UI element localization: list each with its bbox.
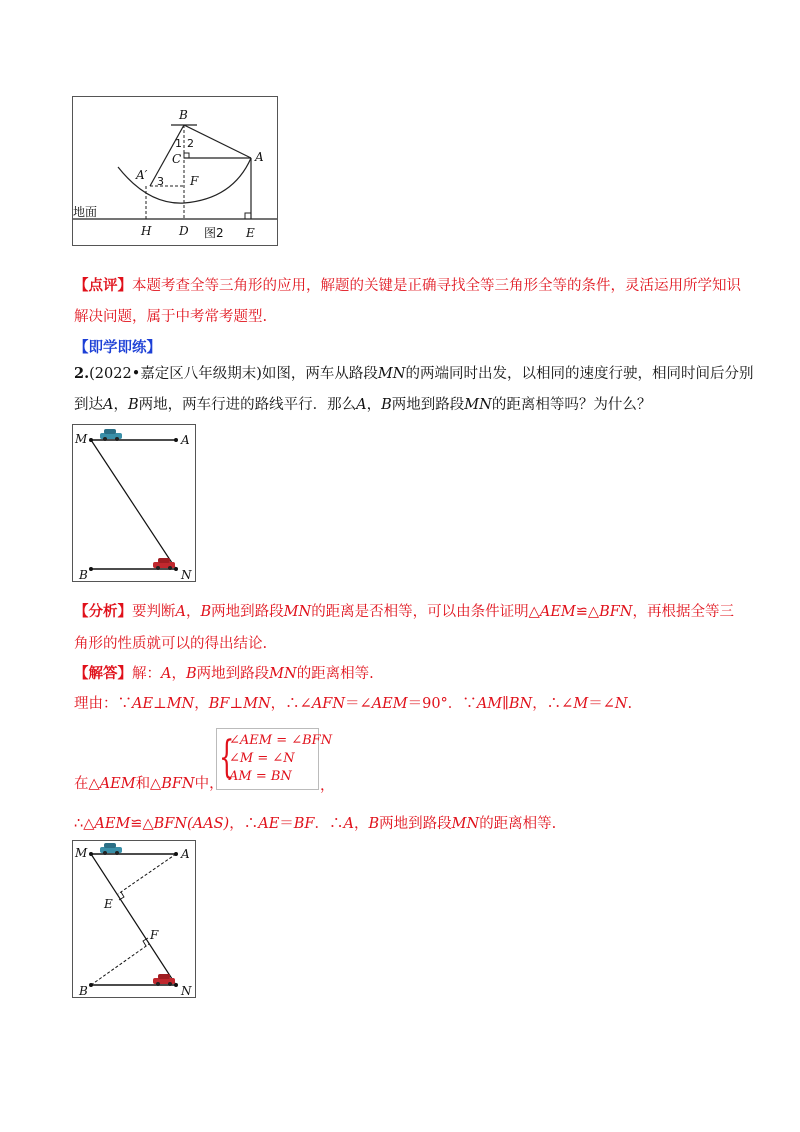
label-C: C xyxy=(172,152,182,166)
review-line-2: 解决问题，属于中考常考题型. xyxy=(74,309,268,325)
label-F: F xyxy=(150,928,159,942)
figure1-caption: 图2 xyxy=(204,226,224,240)
label-D: D xyxy=(179,224,189,238)
label-M: M xyxy=(75,432,88,446)
practice-heading: 【即学即练】 xyxy=(74,339,161,356)
label-M: M xyxy=(75,846,88,860)
equation-system-box xyxy=(216,728,333,790)
label-N: N xyxy=(181,568,192,581)
answer-reason-line: 理由：∵AE⊥MN，BF⊥MN，∴∠AFN＝∠AEM＝90°．∵AM∥BN，∴∠M＝∠N. xyxy=(74,696,633,712)
swing-diagram-svg xyxy=(73,97,277,245)
figure-swing-diagram xyxy=(72,96,278,246)
answer-in-triangles: 在△AEM和△BFN中， xyxy=(74,776,224,792)
label-A-prime: A′ xyxy=(136,168,148,182)
answer-line-1: 【解答】解：A，B两地到路段MN的距离相等. xyxy=(74,665,374,682)
cars-proof-diagram-svg xyxy=(73,841,195,997)
car-top-icon xyxy=(100,429,122,441)
label-F: F xyxy=(190,174,199,188)
ground-label: 地面 xyxy=(73,205,98,219)
car-bottom-icon xyxy=(153,558,175,570)
analysis-line-2: 角形的性质就可以的得出结论. xyxy=(74,636,268,652)
system-row-2: ∠M = ∠N xyxy=(229,751,295,766)
car-top-icon xyxy=(100,843,122,855)
problem-line-2: 到达A，B两地，两车行进的路线平行．那么A，B两地到路段MN的距离相等吗？为什么？ xyxy=(74,397,652,413)
system-brace: { xyxy=(219,732,235,783)
label-N: N xyxy=(181,984,192,997)
system-trailing-comma: ， xyxy=(320,778,335,794)
label-E: E xyxy=(246,226,255,240)
car-bottom-icon xyxy=(153,974,175,986)
angle-1-label: 1 xyxy=(175,137,182,150)
figure-cars-proof-diagram xyxy=(72,840,196,998)
system-row-1: ∠AEM = ∠BFN xyxy=(229,733,333,748)
review-line-1: 【点评】本题考查全等三角形的应用，解题的关键是正确寻找全等三角形全等的条件，灵活运用所学知识 xyxy=(74,277,741,294)
label-H: H xyxy=(141,224,152,238)
label-B: B xyxy=(79,984,88,997)
figure-cars-diagram xyxy=(72,424,196,582)
system-row-3: AM = BN xyxy=(229,769,292,784)
analysis-line-1: 【分析】要判断A，B两地到路段MN的距离是否相等，可以由条件证明△AEM≌△BFN，再根据全等三 xyxy=(74,603,734,620)
problem-line-1: 2.(2022•嘉定区八年级期末)如图，两车从路段MN的两端同时出发，以相同的速度行驶，相同时间后分别 xyxy=(74,365,754,382)
answer-final-line: ∴△AEM≌△BFN(AAS)，∴AE＝BF．∴A，B两地到路段MN的距离相等. xyxy=(74,816,557,832)
angle-2-label: 2 xyxy=(187,137,194,150)
label-A: A xyxy=(181,847,190,861)
label-E: E xyxy=(104,897,113,911)
label-B: B xyxy=(179,108,188,122)
label-B: B xyxy=(79,568,88,581)
angle-3-label: 3 xyxy=(157,175,164,188)
cars-diagram-svg xyxy=(73,425,195,581)
label-A: A xyxy=(255,150,264,164)
label-A: A xyxy=(181,433,190,447)
